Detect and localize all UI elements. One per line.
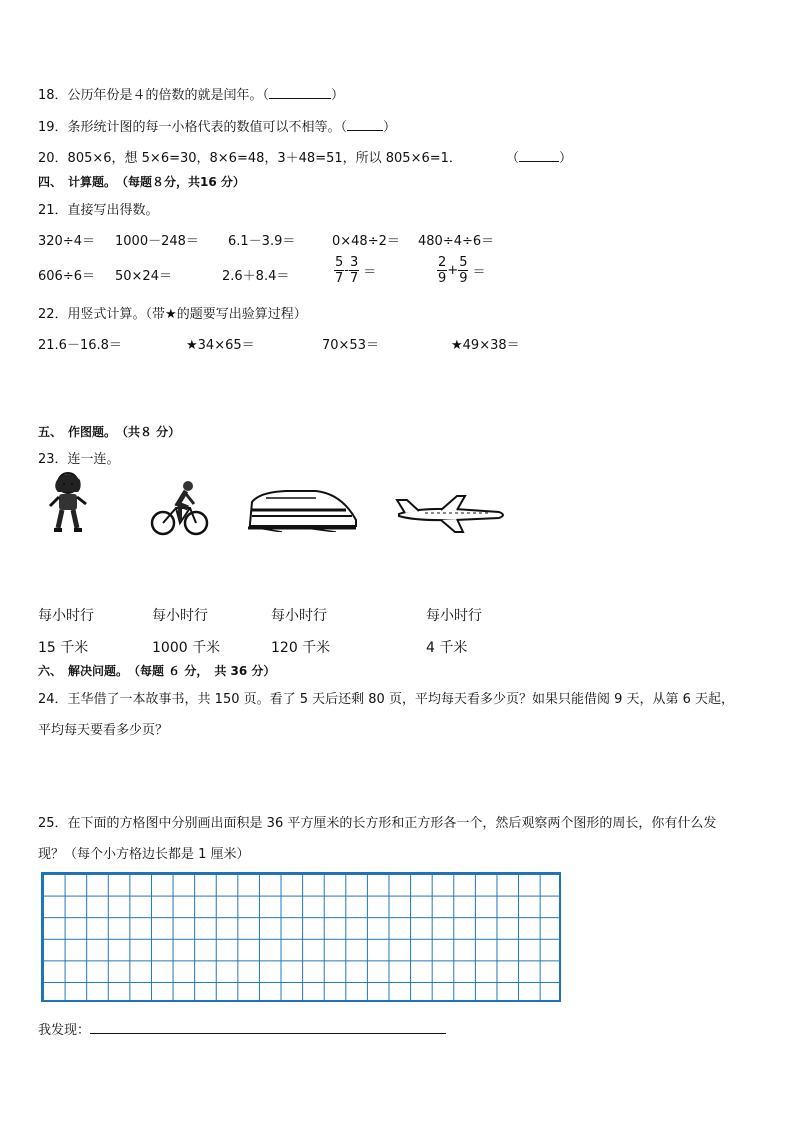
calc-item: ★49×38＝ — [451, 338, 520, 353]
speed-value[interactable]: 15 千米 — [38, 640, 89, 656]
calc-item: 21.6－16.8＝ — [38, 338, 122, 353]
calc-item: 1000－248＝ — [115, 234, 199, 249]
fraction-expression-1: $\frac{5}{7}$ - $\frac{3}{7}$ ＝ — [335, 255, 377, 286]
finding-row: 我发现： — [38, 1019, 446, 1038]
calc-item: 6.1－3.9＝ — [228, 234, 296, 249]
speed-label: 每小时行 — [152, 608, 208, 624]
question-25-line2: 现？（每个小方格边长都是 1 厘米） — [38, 847, 250, 862]
section-6-heading: 六、 解决问题。 （每题 ６ 分， 共 36 分） — [38, 664, 276, 678]
question-25-line1: 25．在下面的方格图中分别画出面积是 36 平方厘米的长方形和正方形各一个，然后观察两个图形的周长，你有什么发 — [38, 816, 717, 831]
speed-value[interactable]: 4 千米 — [426, 640, 468, 656]
answer-blank-20[interactable] — [519, 149, 559, 162]
calc-item: 606÷6＝ — [38, 269, 95, 284]
calc-item: 50×24＝ — [115, 269, 172, 284]
cyclist-icon[interactable] — [150, 478, 210, 538]
bullet-train-icon[interactable] — [246, 488, 358, 532]
question-24-line1: 24．王华借了一本故事书，共 150 页。看了 5 天后还剩 80 页，平均每天看多少页？如果只能借阅 9 天，从第 6 天起， — [38, 692, 735, 707]
question-18: 18．公历年份是４的倍数的就是闰年。（ ） — [38, 88, 345, 103]
finding-answer-line[interactable] — [90, 1021, 446, 1034]
calc-item: 480÷4÷6＝ — [418, 234, 495, 249]
speed-label: 每小时行 — [426, 608, 482, 624]
calc-item: 320÷4＝ — [38, 234, 95, 249]
airplane-icon[interactable] — [395, 494, 509, 534]
question-19: 19．条形统计图的每一小格代表的数值可以不相等。（ ） — [38, 120, 397, 135]
calc-item: 70×53＝ — [322, 338, 379, 353]
speed-value[interactable]: 1000 千米 — [152, 640, 221, 656]
calc-item: ★34×65＝ — [186, 338, 255, 353]
section-4-heading: 四、 计算题。 （每题８分，共16 分） — [38, 175, 245, 189]
question-20: 20．805×6，想 5×6=30，8×6=48，3＋48=51，所以 805×6=1． — [38, 151, 462, 166]
answer-blank-19[interactable] — [347, 118, 383, 131]
fraction-expression-2: $\frac{2}{9}$ + $\frac{5}{9}$ ＝ — [438, 255, 486, 286]
calc-item: 2.6＋8.4＝ — [222, 269, 290, 284]
section-5-heading: 五、 作图题。 （共８ 分） — [38, 425, 181, 439]
speed-label: 每小时行 — [271, 608, 327, 624]
speed-label: 每小时行 — [38, 608, 94, 624]
answer-20: （ ） — [506, 151, 573, 166]
question-21-title: 21．直接写出得数。 — [38, 203, 159, 218]
square-grid[interactable] — [41, 872, 561, 1002]
calc-item: 0×48÷2＝ — [332, 234, 400, 249]
question-24-line2: 平均每天要看多少页？ — [38, 723, 169, 738]
question-22-title: 22．用竖式计算。（带★的题要写出验算过程） — [38, 307, 307, 322]
speed-value[interactable]: 120 千米 — [271, 640, 331, 656]
answer-blank-18[interactable] — [269, 86, 331, 99]
question-23-title: 23．连一连。 — [38, 452, 120, 467]
child-walking-icon[interactable] — [44, 470, 94, 538]
